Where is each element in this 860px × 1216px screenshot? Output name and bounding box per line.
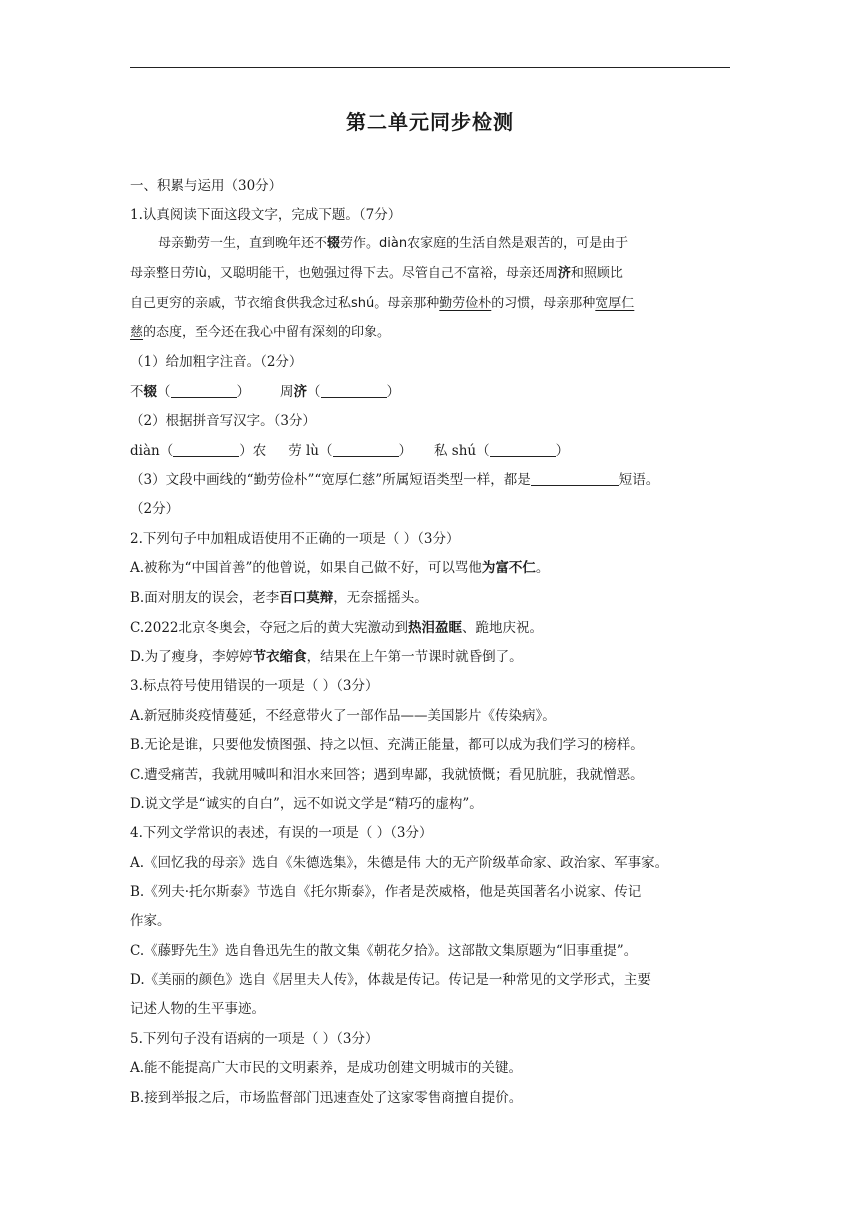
answer-blank[interactable]: [531, 471, 619, 486]
underlined-phrase: 慈: [130, 325, 144, 340]
bold-idiom: 百口莫辩: [279, 590, 334, 606]
question-5-stem: 5.下列句子没有语病的一项是（ ）（3分）: [130, 1031, 379, 1047]
question-2-option-a: A.被称为“中国首善”的他曾说，如果自己做不好，可以骂他为富不仁。: [130, 560, 550, 576]
question-3-option-d: D.说文学是“诚实的自白”，远不如说文学是“精巧的虚构”。: [130, 796, 483, 812]
passage-line-3: 自己更穷的亲戚，节衣缩食供我念过私shú。母亲那种勤劳俭朴的习惯，母亲那种宽厚仁: [130, 296, 635, 311]
section-heading: 一、积累与运用（30分）: [130, 178, 283, 194]
underlined-phrase: 勤劳俭朴: [439, 296, 492, 311]
answer-blank[interactable]: [333, 442, 399, 457]
sub-question-2-blanks: diàn（ ）农 劳 lù（ ） 私 shú（ ）: [130, 443, 570, 459]
passage-line-1: 母亲勤劳一生，直到晚年还不辍劳作。diàn农家庭的生活自然是艰苦的，可是由于: [158, 236, 629, 251]
sub-question-3: （3）文段中画线的“勤劳俭朴”“宽厚仁慈”所属短语类型一样，都是 短语。: [130, 472, 660, 488]
header-rule: [130, 67, 730, 68]
bold-idiom: 为富不仁: [481, 560, 536, 576]
question-4-stem: 4.下列文学常识的表述，有误的一项是（ ）（3分）: [130, 825, 433, 841]
answer-blank[interactable]: [490, 442, 556, 457]
question-5-option-a: A.能不能提高广大市民的文明素养，是成功创建文明城市的关键。: [130, 1060, 523, 1076]
question-3-option-b: B.无论是谁，只要他发愤图强、持之以恒、充满正能量，都可以成为我们学习的榜样。: [130, 737, 644, 753]
sub-question-1-blanks: 不辍（ ） 周济（ ）: [130, 384, 400, 400]
sub-question-2: （2）根据拼音写汉字。（3分）: [130, 413, 316, 429]
question-4-option-c: C.《藤野先生》选自鲁迅先生的散文集《朝花夕拾》。这部散文集原题为“旧事重提”。: [130, 943, 638, 959]
bold-idiom: 节衣缩食: [252, 649, 307, 665]
question-4-option-d: D.《美丽的颜色》选自《居里夫人传》，体裁是传记。传记是一种常见的文学形式，主要: [130, 972, 651, 988]
question-4-option-a: A.《回忆我的母亲》选自《朱德选集》，朱德是伟 大的无产阶级革命家、政治家、军事家。: [130, 855, 669, 871]
passage-line-4: 慈的态度，至今还在我心中留有深刻的印象。: [130, 325, 391, 340]
question-4-option-b-cont: 作家。: [130, 913, 171, 929]
question-4-option-d-cont: 记述人物的生平事迹。: [130, 1001, 265, 1017]
answer-blank[interactable]: [171, 383, 237, 398]
underlined-phrase: 宽厚仁: [595, 296, 635, 311]
sub-question-1: （1）给加粗字注音。（2分）: [130, 354, 303, 370]
question-2-option-b: B.面对朋友的误会，老李百口莫辩，无奈摇摇头。: [130, 590, 428, 606]
bold-char: 辍: [327, 236, 341, 251]
question-4-option-b: B.《列夫·托尔斯泰》节选自《托尔斯泰》，作者是茨威格，他是英国著名小说家、传记: [130, 884, 642, 900]
answer-blank[interactable]: [173, 442, 239, 457]
question-2-stem: 2.下列句子中加粗成语使用不正确的一项是（ ）（3分）: [130, 531, 460, 547]
question-1-stem: 1.认真阅读下面这段文字，完成下题。（7分）: [130, 207, 402, 223]
question-3-stem: 3.标点符号使用错误的一项是（ ）（3分）: [130, 678, 379, 694]
question-2-option-d: D.为了瘦身，李婷婷节衣缩食，结果在上午第一节课时就昏倒了。: [130, 649, 523, 665]
question-3-option-a: A.新冠肺炎疫情蔓延，不经意带火了一部作品——美国影片《传染病》。: [130, 708, 556, 724]
passage-line-2: 母亲整日劳lù，又聪明能干，也勉强过得下去。尽管自己不富裕，母亲还周济和照顾比: [130, 266, 623, 281]
question-3-option-c: C.遭受痛苦，我就用喊叫和泪水来回答；遇到卑鄙，我就愤慨；看见肮脏，我就憎恶。: [130, 767, 644, 783]
page-title: 第二单元同步检测: [346, 110, 514, 134]
question-5-option-b: B.接到举报之后，市场监督部门迅速查处了这家零售商擅自提价。: [130, 1090, 523, 1106]
bold-idiom: 热泪盈眶: [408, 620, 462, 636]
bold-char: 济: [557, 266, 571, 281]
answer-blank[interactable]: [321, 383, 387, 398]
question-2-option-c: C.2022北京冬奥会，夺冠之后的黄大宪激动到热泪盈眶、跪地庆祝。: [130, 620, 543, 636]
sub-question-3-score: （2分）: [130, 501, 180, 517]
